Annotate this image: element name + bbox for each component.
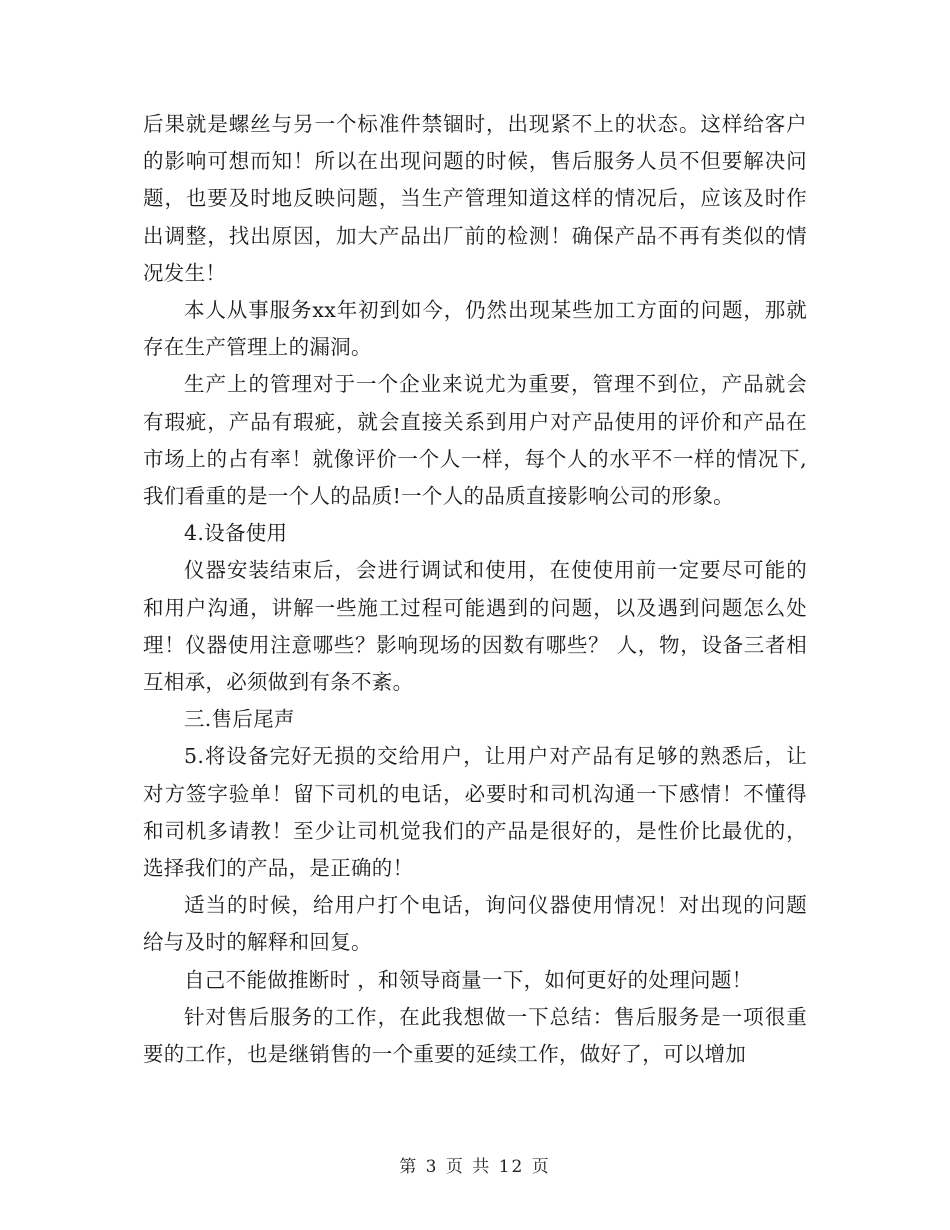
paragraph-8: 适当的时候，给用户打个电话，询问仪器使用情况！对出现的问题给与及时的解释和回复。 <box>143 893 807 955</box>
paragraph-2: 本人从事服务xx年初到如今，仍然出现某些加工方面的问题，那就存在生产管理上的漏洞。 <box>143 298 807 360</box>
paragraph-1: 后果就是螺丝与另一个标准件禁锢时，出现紧不上的状态。这样给客户的影响可想而知！所以在出现问题的时候，售后服务人员不但要解决问题，也要及时地反映问题，当生产管理知道这样的情况后，应该及时作出调整，找出原因，加大产品出厂前的检测！确保产品不再有类似的情况发生！ <box>143 112 807 285</box>
paragraph-5: 仪器安装结束后，会进行调试和使用，在使使用前一定要尽可能的和用户沟通，讲解一些施工过程可能遇到的问题，以及遇到问题怎么处理！仪器使用注意哪些？影响现场的因数有哪些？ 人，物，设备三者相互相承，必须做到有条不紊。 <box>143 558 807 695</box>
footer-middle: 页 共 <box>445 1157 492 1177</box>
footer-prefix: 第 <box>399 1157 419 1177</box>
paragraph-9: 自己不能做推断时 ，和领导商量一下，如何更好的处理问题！ <box>184 967 753 992</box>
page-footer <box>0 1152 950 1177</box>
footer-current-page: 3 <box>425 1157 439 1177</box>
paragraph-3: 生产上的管理对于一个企业来说尤为重要，管理不到位，产品就会有瑕疵，产品有瑕疵，就会直接关系到用户对产品使用的评价和产品在市场上的占有率！就像评价一个人一样，每个人的水平不一样的情况下,我们看重的是一个人的品质!一个人的品质直接影响公司的形象。 <box>143 372 807 509</box>
footer-suffix: 页 <box>531 1157 551 1177</box>
section-heading-equipment-use: 4.设备使用 <box>184 521 288 546</box>
footer-total-pages: 12 <box>498 1157 525 1177</box>
document-body <box>143 106 807 1073</box>
paragraph-7: 5.将设备完好无损的交给用户，让用户对产品有足够的熟悉后，让对方签字验单！留下司机的电话，必要时和司机沟通一下感情！不懂得和司机多请教！至少让司机觉我们的产品是很好的，是性价比最优的，选择我们的产品，是正确的！ <box>143 744 807 881</box>
section-heading-after-sales-ending: 三.售后尾声 <box>184 707 295 732</box>
paragraph-10: 针对售后服务的工作，在此我想做一下总结：售后服务是一项很重要的工作，也是继销售的一个重要的延续工作，做好了，可以增加 <box>143 1004 807 1067</box>
